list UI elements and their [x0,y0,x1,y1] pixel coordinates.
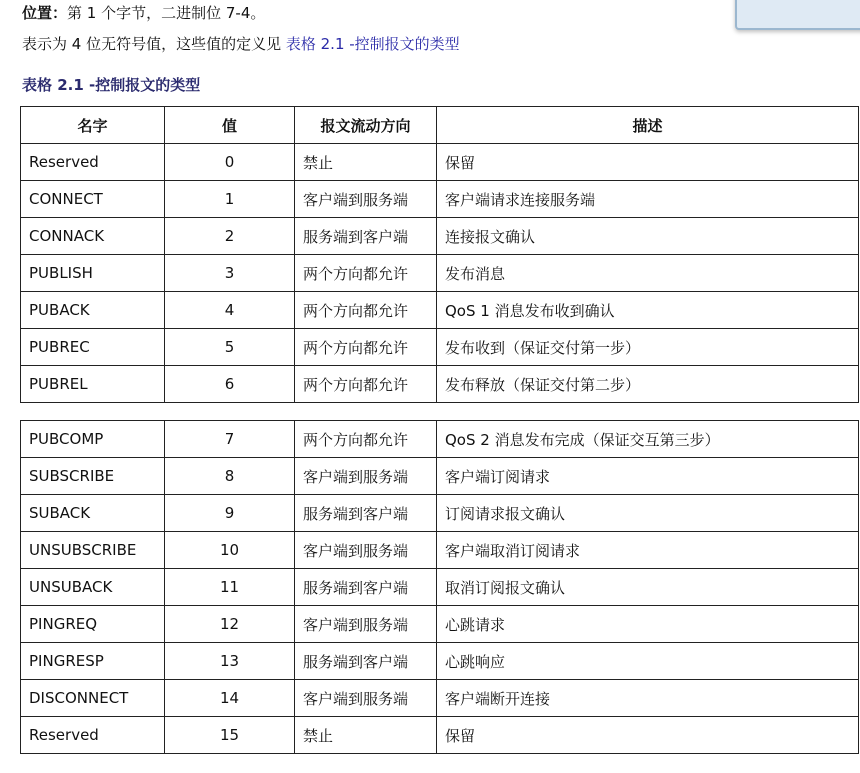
cell-description: QoS 1 消息发布收到确认 [437,292,859,329]
cell-value: 11 [165,569,295,606]
cell-direction: 两个方向都允许 [295,255,437,292]
header-name: 名字 [21,107,165,144]
cell-name: PUBLISH [21,255,165,292]
cell-description: 发布释放（保证交付第二步） [437,366,859,403]
control-packet-table-part1 [20,106,859,403]
cell-description: 发布消息 [437,255,859,292]
position-text: 第 1 个字节，二进制位 7-4。 [67,4,266,22]
cell-name: SUBACK [21,495,165,532]
cell-value: 9 [165,495,295,532]
cell-value: 2 [165,218,295,255]
position-label: 位置： [22,4,68,22]
cell-direction: 客户端到服务端 [295,606,437,643]
cell-name: PUBACK [21,292,165,329]
table-row [21,458,859,495]
cell-name: PINGREQ [21,606,165,643]
position-line [22,2,265,23]
cell-value: 6 [165,366,295,403]
table-row [21,495,859,532]
cell-name: PINGRESP [21,643,165,680]
cell-name: Reserved [21,717,165,754]
cell-description: 心跳请求 [437,606,859,643]
table-row [21,329,859,366]
cell-name: PUBREC [21,329,165,366]
cell-direction: 服务端到客户端 [295,569,437,606]
table-caption: 表格 2.1 -控制报文的类型 [22,76,201,94]
cell-description: 客户端断开连接 [437,680,859,717]
cell-direction: 两个方向都允许 [295,329,437,366]
table-row [21,569,859,606]
header-value: 值 [165,107,295,144]
cell-value: 3 [165,255,295,292]
table-header-row [21,107,859,144]
description-line [22,33,460,54]
cell-value: 15 [165,717,295,754]
cell-value: 10 [165,532,295,569]
table-row [21,606,859,643]
cell-direction: 服务端到客户端 [295,495,437,532]
cell-direction: 客户端到服务端 [295,181,437,218]
cell-name: SUBSCRIBE [21,458,165,495]
cell-direction: 客户端到服务端 [295,680,437,717]
table-row [21,181,859,218]
cell-description: 订阅请求报文确认 [437,495,859,532]
cell-name: DISCONNECT [21,680,165,717]
cell-direction: 禁止 [295,144,437,181]
cell-value: 13 [165,643,295,680]
cell-direction: 两个方向都允许 [295,366,437,403]
cell-description: 客户端取消订阅请求 [437,532,859,569]
table-row [21,717,859,754]
cell-direction: 客户端到服务端 [295,532,437,569]
cell-description: 保留 [437,717,859,754]
cell-name: CONNACK [21,218,165,255]
table-row [21,255,859,292]
cell-value: 1 [165,181,295,218]
cell-name: PUBCOMP [21,421,165,458]
control-packet-table-part2 [20,420,859,754]
cell-value: 12 [165,606,295,643]
cell-direction: 服务端到客户端 [295,643,437,680]
cell-direction: 两个方向都允许 [295,292,437,329]
header-direction: 报文流动方向 [295,107,437,144]
cell-name: CONNECT [21,181,165,218]
cell-direction: 服务端到客户端 [295,218,437,255]
cell-value: 5 [165,329,295,366]
cell-description: 客户端请求连接服务端 [437,181,859,218]
cell-value: 8 [165,458,295,495]
cell-direction: 两个方向都允许 [295,421,437,458]
table-row [21,144,859,181]
cell-description: 取消订阅报文确认 [437,569,859,606]
cell-value: 4 [165,292,295,329]
table-row [21,366,859,403]
cell-name: UNSUBACK [21,569,165,606]
description-text: 表示为 4 位无符号值，这些值的定义见 [22,35,286,53]
cell-name: UNSUBSCRIBE [21,532,165,569]
table-reference-link[interactable]: 表格 2.1 -控制报文的类型 [285,35,460,53]
cell-description: 保留 [437,144,859,181]
overlay-panel-corner [735,0,860,30]
table-row [21,532,859,569]
table-row [21,643,859,680]
cell-value: 14 [165,680,295,717]
cell-direction: 客户端到服务端 [295,458,437,495]
cell-name: PUBREL [21,366,165,403]
table-row [21,218,859,255]
table-row [21,421,859,458]
cell-value: 7 [165,421,295,458]
cell-description: QoS 2 消息发布完成（保证交互第三步） [437,421,859,458]
cell-name: Reserved [21,144,165,181]
cell-description: 连接报文确认 [437,218,859,255]
cell-description: 客户端订阅请求 [437,458,859,495]
cell-description: 心跳响应 [437,643,859,680]
table-row [21,292,859,329]
table-row [21,680,859,717]
cell-value: 0 [165,144,295,181]
header-description: 描述 [437,107,859,144]
cell-description: 发布收到（保证交付第一步） [437,329,859,366]
cell-direction: 禁止 [295,717,437,754]
